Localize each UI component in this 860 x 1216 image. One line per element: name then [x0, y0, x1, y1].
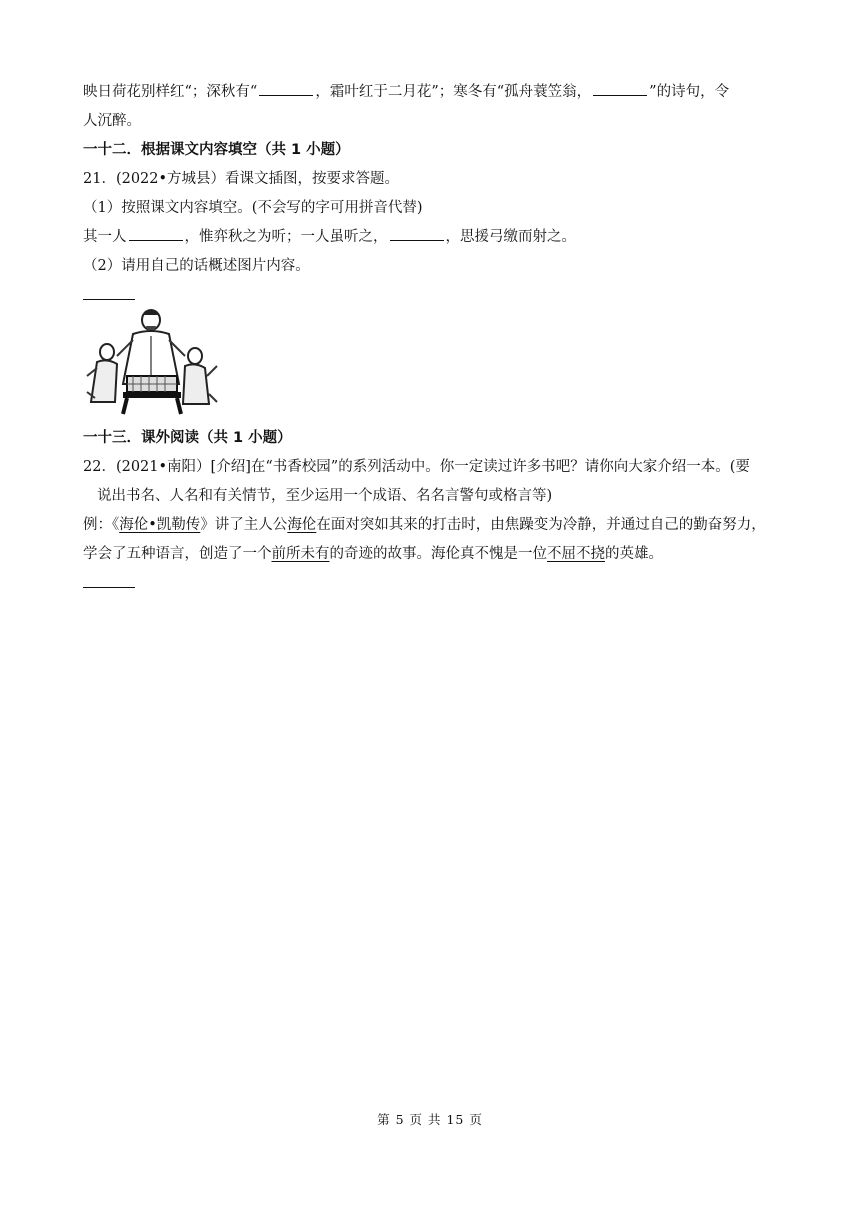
- answer-blank[interactable]: [593, 81, 647, 96]
- q22-answer-line[interactable]: [83, 569, 135, 588]
- text: 的英雄。: [605, 546, 663, 562]
- q22-example-line1: [83, 511, 780, 540]
- q21-part2: （2）请用自己的话概述图片内容。: [83, 258, 310, 274]
- q20-continuation-line2: 人沉醉。: [83, 113, 141, 129]
- text: ”的诗句，令: [649, 84, 730, 100]
- q22-example-line2: [83, 540, 780, 569]
- answer-blank[interactable]: [390, 226, 444, 241]
- q21-fill-line: [83, 223, 780, 252]
- q20-continuation-line1: [83, 78, 780, 107]
- answer-blank[interactable]: [259, 81, 313, 96]
- text: 映日荷花别样红“；深秋有“: [83, 84, 258, 100]
- q22-stem-line2: 说出书名、人名和有关情节，至少运用一个成语、名名言警句或格言等): [97, 488, 553, 504]
- idiom: 不屈不挠: [547, 546, 605, 562]
- illustration-teacher-and-students-image: [83, 306, 221, 418]
- section-13-heading: 一十三．课外阅读（共 1 小题）: [83, 430, 292, 446]
- text: 其一人: [83, 229, 127, 245]
- q21-answer-line[interactable]: [83, 281, 135, 300]
- text: ，惟弈秋之为听；一人虽听之，: [184, 229, 388, 245]
- section-12-heading: 一十二．根据课文内容填空（共 1 小题）: [83, 142, 350, 158]
- text: 在面对突如其来的打击时，由焦躁变为冷静，并通过自己的勤奋努力，: [316, 517, 766, 533]
- q21-part1: （1）按照课文内容填空。(不会写的字可用拼音代替): [83, 200, 423, 216]
- text: ，霜叶红于二月花”；寒冬有“孤舟蓑笠翁，: [315, 84, 592, 100]
- text: 的奇迹的故事。海伦真不愧是一位: [329, 546, 547, 562]
- answer-blank[interactable]: [129, 226, 183, 241]
- text: 》讲了主人公: [200, 517, 288, 533]
- document-page: [83, 78, 780, 594]
- text: 学会了五种语言，创造了一个: [83, 546, 272, 562]
- idiom: 前所未有: [271, 546, 330, 562]
- book-title: 海伦•凯勒传: [119, 517, 201, 533]
- person-name: 海伦: [287, 517, 317, 533]
- q22-stem-line1: 22．(2021•南阳）[介绍]在“书香校园”的系列活动中。你一定读过许多书吧？请你向大家介绍一本。(要: [83, 459, 750, 475]
- text: 例：《: [83, 517, 120, 533]
- q21-stem: 21．(2022•方城县）看课文插图，按要求答题。: [83, 171, 400, 187]
- page-footer: 第 5 页 共 15 页: [377, 1112, 483, 1127]
- text: ，思援弓缴而射之。: [445, 229, 576, 245]
